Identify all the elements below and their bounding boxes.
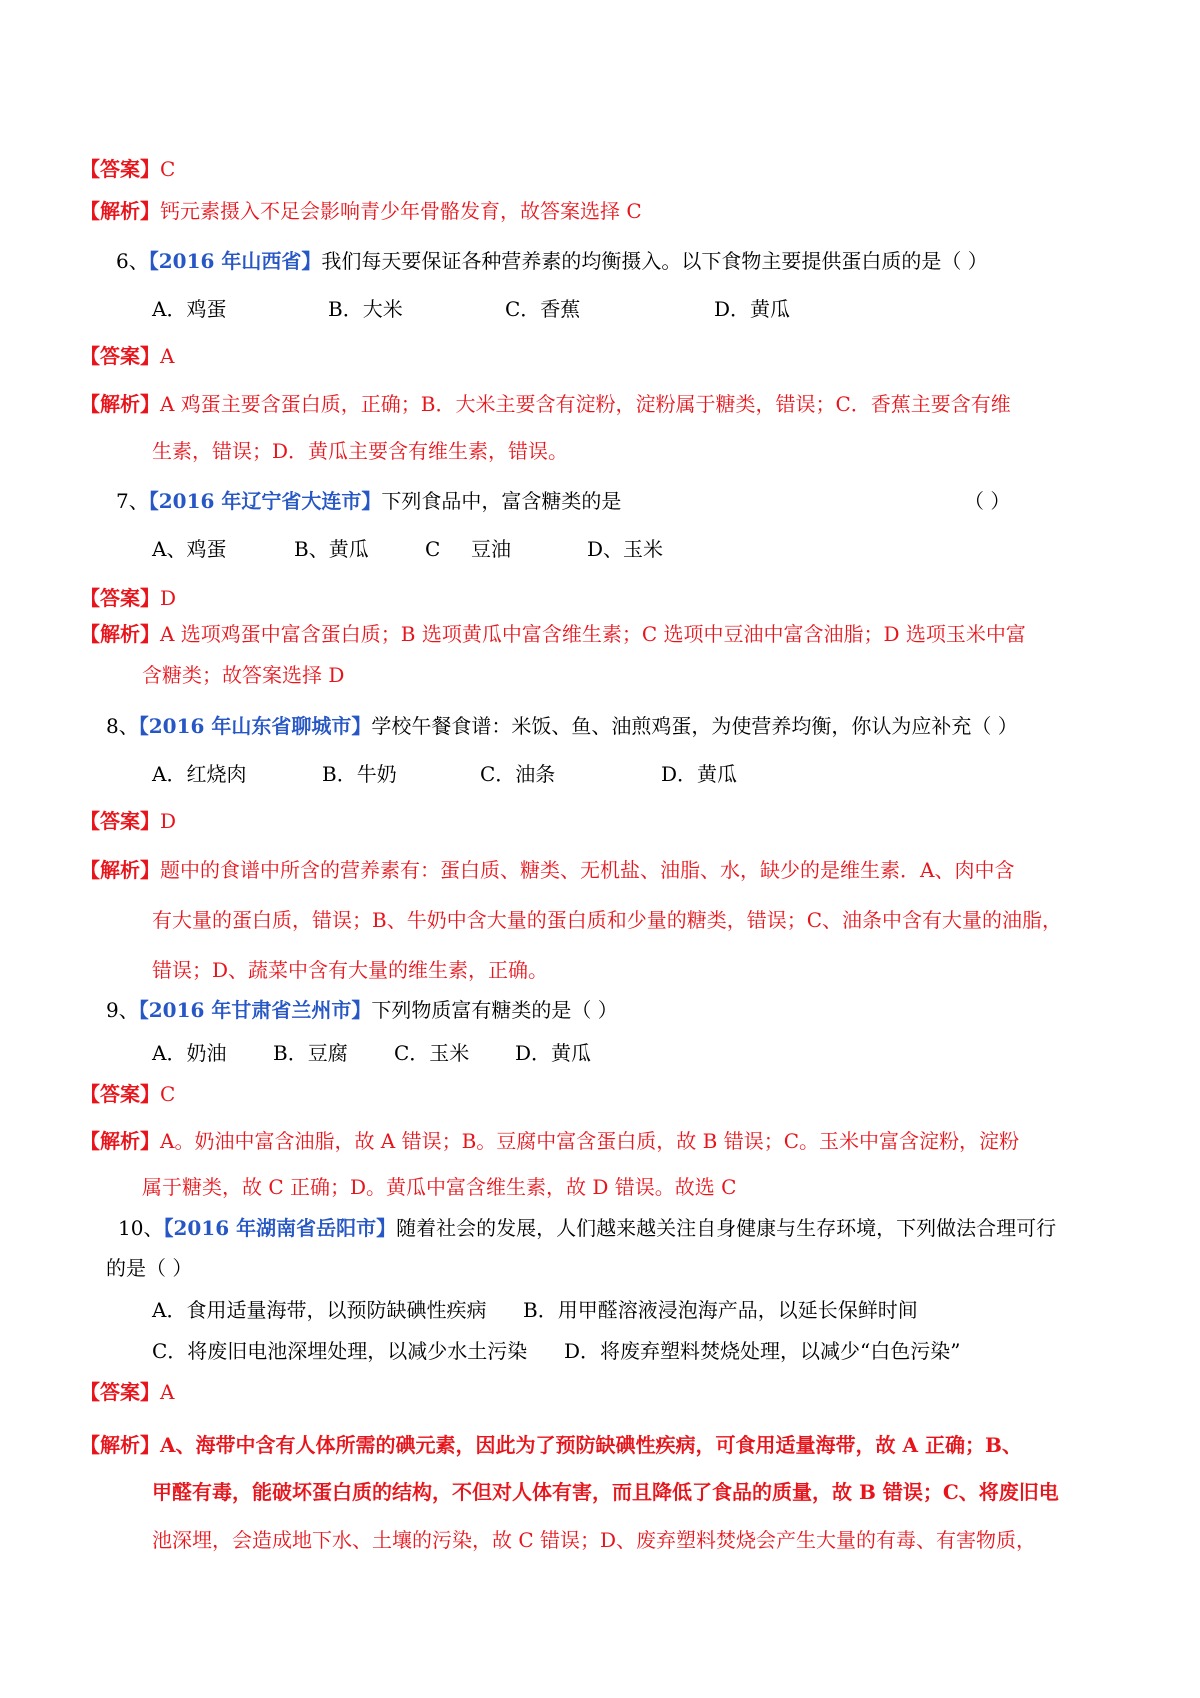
question-number: 9、 (106, 998, 139, 1022)
option-d: D．黄瓜 (515, 1041, 592, 1065)
question-9-options (152, 1039, 591, 1067)
option-c: C (425, 537, 441, 561)
question-stem: 学校午餐食谱：米饭、鱼、油煎鸡蛋，为使营养均衡，你认为应补充（ ） (371, 714, 1018, 738)
analysis-line-9 (80, 1127, 1019, 1155)
option-b: B．豆腐 (273, 1041, 348, 1065)
option-d: D．黄瓜 (714, 297, 791, 321)
question-number: 7、 (116, 489, 149, 513)
answer-value: A (160, 344, 175, 368)
answer-label: 【答案】 (80, 809, 160, 833)
question-10-options-cd (152, 1337, 960, 1365)
question-10-stem (118, 1214, 1056, 1242)
answer-line-6 (80, 342, 174, 370)
answer-value: C (160, 1082, 176, 1106)
answer-label: 【答案】 (80, 586, 160, 610)
question-stem: 下列食品中，富含糖类的是 (381, 489, 622, 513)
analysis-label: 【解析】 (80, 622, 160, 646)
analysis-line-10 (80, 1431, 1022, 1459)
analysis-line-10-cont-1: 甲醛有毒，能破坏蛋白质的结构，不但对人体有害，而且降低了食品的质量，故 B 错误；C、将废旧电 (152, 1480, 1059, 1504)
analysis-text: A 选项鸡蛋中富含蛋白质；B 选项黄瓜中富含维生素；C 选项中豆油中富含油脂；D 选项玉米中富 (160, 622, 1026, 646)
option-d: D、玉米 (587, 537, 664, 561)
answer-line-8 (80, 807, 176, 835)
option-c: C．玉米 (394, 1041, 470, 1065)
question-7-paren: （ ） (964, 489, 1011, 513)
answer-value: A (160, 1380, 175, 1404)
question-source: 【2016 年甘肃省兰州市】 (138, 998, 372, 1022)
option-c: C．油条 (480, 762, 556, 786)
option-b: B、黄瓜 (294, 537, 369, 561)
analysis-line-8-cont-2: 错误；D、蔬菜中含有大量的维生素，正确。 (152, 958, 549, 982)
question-10-options-ab (152, 1296, 918, 1324)
analysis-text: A 鸡蛋主要含蛋白质，正确；B．大米主要含有淀粉，淀粉属于糖类，错误；C．香蕉主要含有维 (160, 392, 1011, 416)
answer-label: 【答案】 (80, 157, 160, 181)
option-a: A．奶油 (152, 1041, 227, 1065)
option-a: A．食用适量海带，以预防缺碘性疾病 (152, 1298, 487, 1322)
answer-line-10 (80, 1378, 174, 1406)
analysis-label: 【解析】 (80, 199, 160, 223)
question-8-options (152, 760, 737, 788)
option-b: B．大米 (328, 297, 403, 321)
question-source: 【2016 年山东省聊城市】 (138, 714, 372, 738)
option-a: A．红烧肉 (152, 762, 247, 786)
analysis-label: 【解析】 (80, 1433, 160, 1457)
analysis-line-7 (80, 620, 1026, 648)
question-source: 【2016 年湖南省岳阳市】 (163, 1216, 397, 1240)
option-b: B．牛奶 (322, 762, 397, 786)
option-b: B．用甲醛溶液浸泡海产品，以延长保鲜时间 (523, 1298, 918, 1322)
answer-line-5 (80, 155, 175, 183)
analysis-line-6-cont: 生素，错误；D．黄瓜主要含有维生素，错误。 (152, 439, 569, 463)
question-7-stem (116, 487, 621, 515)
analysis-label: 【解析】 (80, 1129, 160, 1153)
question-stem: 我们每天要保证各种营养素的均衡摄入。以下食物主要提供蛋白质的是（ ） (321, 249, 988, 273)
analysis-line-6 (80, 390, 1011, 418)
question-source: 【2016 年辽宁省大连市】 (148, 489, 382, 513)
analysis-line-5 (80, 197, 642, 225)
analysis-text: A。奶油中富含油脂，故 A 错误；B。豆腐中富含蛋白质，故 B 错误；C。玉米中富含淀粉，淀粉 (160, 1129, 1020, 1153)
option-c: C．香蕉 (505, 297, 581, 321)
analysis-text: A、海带中含有人体所需的碘元素，因此为了预防缺碘性疾病，可食用适量海带，故 A 正确；B、 (160, 1433, 1022, 1457)
question-number: 6、 (116, 249, 149, 273)
answer-value: C (160, 157, 176, 181)
question-8-stem (106, 712, 1018, 740)
analysis-line-9-cont: 属于糖类，故 C 正确；D。黄瓜中富含维生素，故 D 错误。故选 C (142, 1175, 737, 1199)
option-d: D．将废弃塑料焚烧处理，以减少“白色污染” (564, 1339, 961, 1363)
question-stem: 随着社会的发展，人们越来越关注自身健康与生存环境，下列做法合理可行 (396, 1216, 1057, 1240)
question-number: 8、 (106, 714, 139, 738)
option-c-text: 豆油 (471, 537, 511, 561)
answer-label: 【答案】 (80, 1380, 160, 1404)
analysis-line-7-cont: 含糖类；故答案选择 D (142, 663, 345, 687)
question-source: 【2016 年山西省】 (148, 249, 322, 273)
question-number: 10、 (118, 1216, 164, 1240)
option-d: D．黄瓜 (661, 762, 738, 786)
analysis-text: 钙元素摄入不足会影响青少年骨骼发育，故答案选择 C (160, 199, 642, 223)
question-6-stem (116, 247, 988, 275)
analysis-text: 题中的食谱中所含的营养素有：蛋白质、糖类、无机盐、油脂、水，缺少的是维生素．A、肉中含 (160, 858, 1015, 882)
answer-value: D (160, 809, 177, 833)
analysis-label: 【解析】 (80, 392, 160, 416)
answer-label: 【答案】 (80, 1082, 160, 1106)
analysis-label: 【解析】 (80, 858, 160, 882)
answer-line-7 (80, 584, 176, 612)
answer-line-9 (80, 1080, 175, 1108)
answer-value: D (160, 586, 177, 610)
analysis-line-8-cont-1: 有大量的蛋白质，错误；B、牛奶中含大量的蛋白质和少量的糖类，错误；C、油条中含有大量的油脂， (152, 908, 1062, 932)
question-10-stem-cont: 的是（ ） (106, 1256, 193, 1280)
question-6-options (152, 295, 790, 323)
analysis-line-8 (80, 856, 1014, 884)
option-a: A．鸡蛋 (152, 297, 227, 321)
question-stem: 下列物质富有糖类的是（ ） (371, 998, 618, 1022)
option-c: C．将废旧电池深埋处理，以减少水土污染 (152, 1339, 528, 1363)
question-9-stem (106, 996, 618, 1024)
answer-label: 【答案】 (80, 344, 160, 368)
question-7-options (152, 535, 663, 563)
analysis-line-10-cont-2: 池深埋，会造成地下水、土壤的污染，故 C 错误；D、废弃塑料焚烧会产生大量的有毒、有害物质， (152, 1528, 1037, 1552)
option-a: A、鸡蛋 (152, 537, 227, 561)
